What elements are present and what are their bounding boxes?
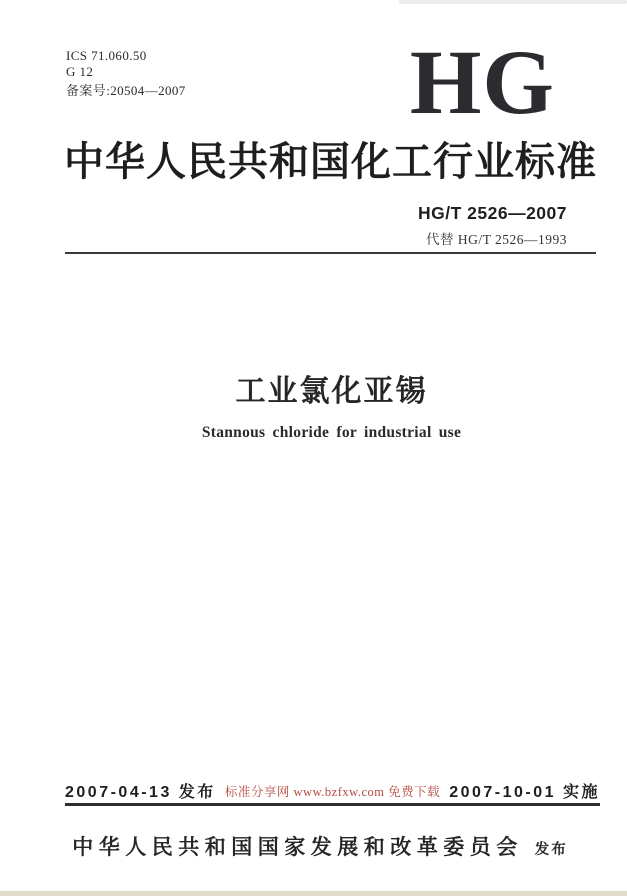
ics-code: ICS 71.060.50 xyxy=(66,48,147,63)
footer-divider xyxy=(65,803,600,806)
issuer-action: 发布 xyxy=(534,842,568,858)
document-title-en: Stannous chloride for industrial use xyxy=(201,424,462,441)
standard-number-block xyxy=(418,203,567,248)
hg-logo: HG xyxy=(409,31,555,133)
scan-artifact-top xyxy=(399,0,627,4)
issue-date: 2007-04-13 发布 xyxy=(65,784,216,801)
watermark-text: 标准分享网 www.bzfxw.com 免费下载 xyxy=(224,785,441,799)
standard-heading: 中华人民共和国化工行业标准 xyxy=(64,139,596,184)
document-title-cn: 工业氯化亚锡 xyxy=(235,375,428,408)
issuer-row xyxy=(40,831,600,861)
record-number: 备案号:20504—2007 xyxy=(66,83,186,98)
scan-artifact-bottom xyxy=(0,891,627,896)
heading-divider xyxy=(65,252,596,254)
category-code: G 12 xyxy=(66,64,94,79)
implement-date: 2007-10-01 实施 xyxy=(449,784,600,801)
meta-block xyxy=(66,48,186,99)
issuer-name: 中华人民共和国国家发展和改革委员会 xyxy=(72,835,523,859)
standard-number: HG/T 2526—2007 xyxy=(417,203,567,223)
replaces-note: 代替 HG/T 2526—1993 xyxy=(425,232,567,247)
date-row xyxy=(65,779,600,802)
